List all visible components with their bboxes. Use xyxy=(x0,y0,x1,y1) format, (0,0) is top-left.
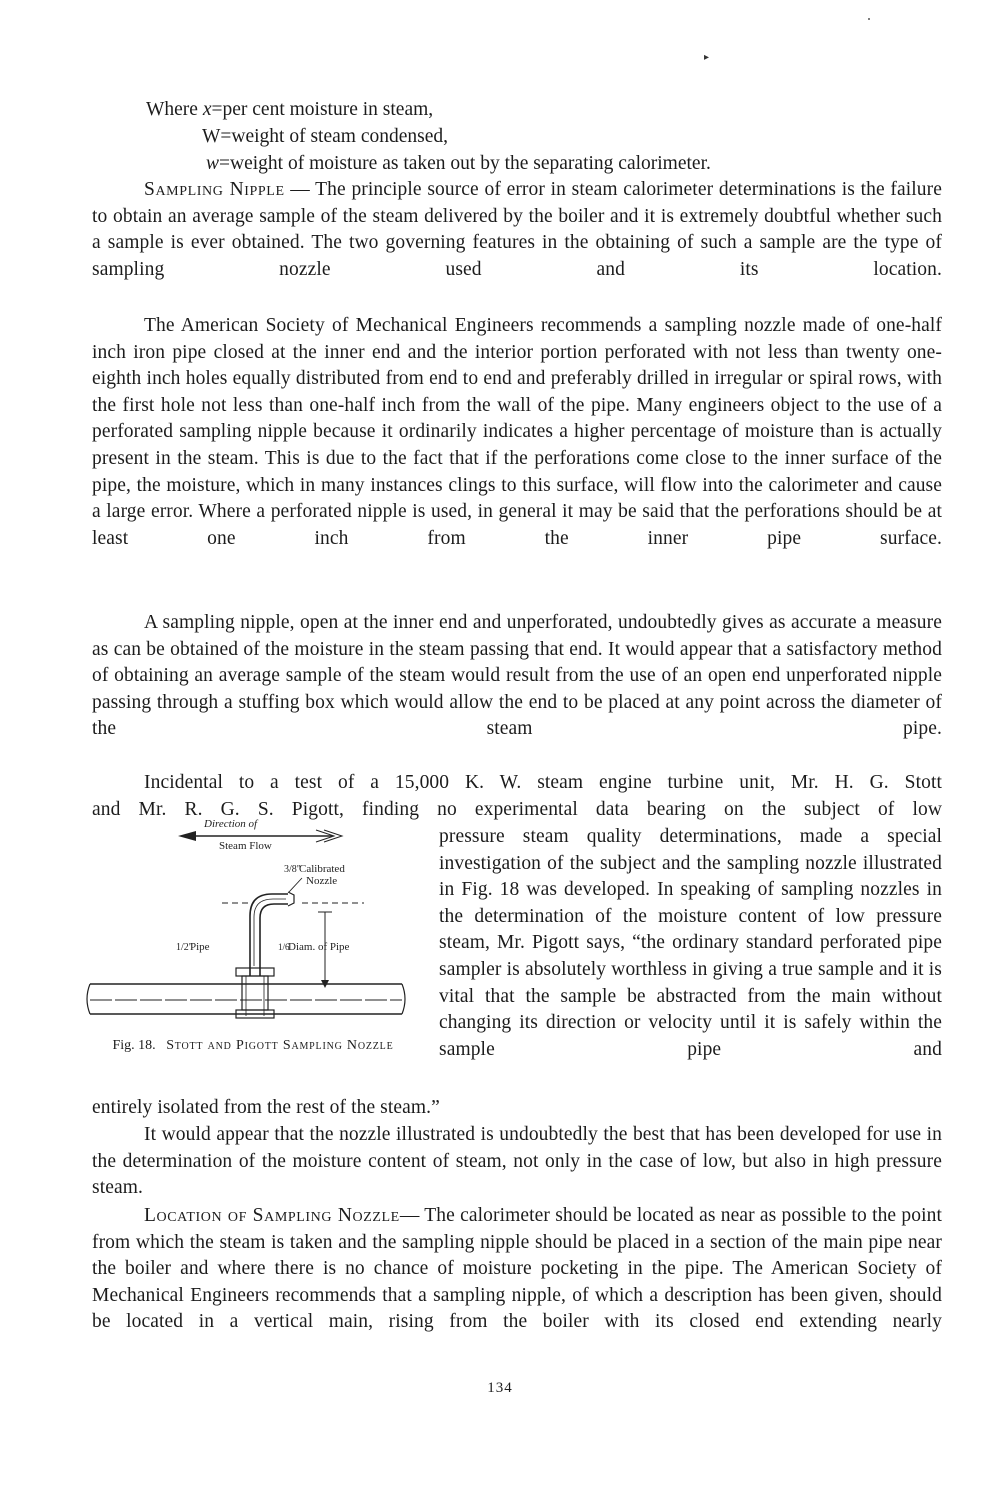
flow-arrow-head xyxy=(178,831,196,841)
figure-caption xyxy=(88,1037,418,1054)
label-pipe-size: 1/2" xyxy=(176,942,193,953)
paragraph-sampling-nipple xyxy=(92,177,942,310)
label-calibrated: Calibrated xyxy=(299,863,345,875)
paragraph-best-nozzle: It would appear that the nozzle illustrated is undoubtedly the best that has been developed for use in the determination of the moisture content of steam, not only in the case of low, but also in high pressure steam. xyxy=(92,1124,942,1199)
definition-prefix: Where xyxy=(146,99,203,120)
label-steam-flow: Steam Flow xyxy=(219,840,272,852)
definition-W xyxy=(202,124,448,150)
speck-mark xyxy=(868,18,870,20)
paragraph-stott-line1: Incidental to a test of a 15,000 K. W. steam engine turbine unit, Mr. H. G. Stott xyxy=(144,772,942,793)
label-diam-fraction: 1/6 xyxy=(278,942,290,952)
figure-title: Stott and Pigott Sampling Nozzle xyxy=(166,1038,394,1053)
definition-x xyxy=(146,97,433,123)
flange-top xyxy=(236,968,274,976)
label-nozzle-size: 3/8" xyxy=(284,864,301,875)
paragraph-open-nipple: A sampling nipple, open at the inner end and unperforated, undoubtedly gives as accurate a measure as can be obtained of the moisture in the steam passing that end. It would appear that a satisfactory method of obtaining an average sample of the steam would result from the use of an open end unperforated nipple passing through a stuffing box which would allow the end to be placed at any point across the diameter of the steam pipe. xyxy=(92,612,942,740)
paragraph-stott-tail: entirely isolated from the rest of the steam.” xyxy=(92,1097,440,1118)
nozzle-diagram xyxy=(84,816,414,1036)
paragraph-stott-wrap: pressure steam quality determinations, made a special investigation of the subject and the sampling nozzle illustrated in Fig. 18 was developed. In speaking of sampling nozzles in the determination of the moisture content of low pressure steam, Mr. Pigott says, “the ordinary standard perforated pipe sampler is absolutely worthless in giving a true sample and it is vital that the sample be abstracted from the main without changing its direction or velocity until it is safely within the sample pipe and xyxy=(439,826,942,1060)
variable-W: W xyxy=(202,126,221,147)
definition-w xyxy=(206,151,711,177)
variable-w: w xyxy=(206,153,220,174)
paragraph-location xyxy=(92,1203,942,1363)
section-head-sampling-nipple: Sampling Nipple xyxy=(144,179,285,200)
main-pipe-break-right xyxy=(402,984,405,1014)
variable-x: x xyxy=(202,99,212,120)
definition-x-text: =per cent moisture in steam, xyxy=(211,99,434,120)
paragraph-stott-line2: and Mr. R. G. S. Pigott, finding no experimental data bearing on the subject of low xyxy=(92,799,942,820)
nozzle-outer-wall xyxy=(250,894,288,976)
figure-number: Fig. 18. xyxy=(112,1038,156,1053)
definition-w-text: =weight of moisture as taken out by the separating calorimeter. xyxy=(219,153,711,174)
location-text: — The calorimeter should be located as near as possible to the point from which the steam is taken and the sampling nipple should be placed in a section of the main pipe near the boiler and where there is no chance of moisture pocketing in the pipe. The American Society of Mechanical Engineers recommends that a sampling nipple, of which a description has been given, should be located in a vertical main, rising from the boiler with its closed end extending nearly xyxy=(92,1205,942,1333)
margin-mark: ▸ xyxy=(704,52,710,63)
nozzle-bore xyxy=(254,899,286,966)
nozzle-leader xyxy=(289,878,302,892)
nozzle-inner-wall xyxy=(260,904,288,976)
label-diam: Diam. of Pipe xyxy=(288,941,350,953)
definition-W-text: =weight of steam condensed, xyxy=(220,126,449,147)
section-head-location: Location of Sampling Nozzle xyxy=(144,1205,400,1226)
paragraph-asme: The American Society of Mechanical Engineers recommends a sampling nozzle made of one-half inch iron pipe closed at the inner end and the interior portion perforated with not less than twenty one-eighth inch holes equally distributed from end to end and preferably drilled in irregular or spiral rows, with the first hole not less than one-half inch from the wall of the pipe. Many engineers object to the use of a perforated sampling nipple because it ordinarily indicates a higher percentage of moisture than is actually present in the steam. This is due to the fact that if the perforations come close to the inner surface of the pipe, the moisture, which in many instances clings to this surface, will flow into the calorimeter and cause a large error. Where a perforated nipple is used, in general it may be said that the perforations should be at least one inch from the inner pipe surface. xyxy=(92,315,942,549)
sampling-nipple-text: — The principle source of error in steam calorimeter determinations is the failure to obtain an average sample of the steam delivered by the boiler and it is extremely doubtful whether such a sample is ever obtained. The two governing features in the obtaining of such a sample are the type of sampling nozzle used and its location. xyxy=(92,179,942,280)
label-nozzle: Nozzle xyxy=(306,875,338,887)
page-number: 134 xyxy=(487,1380,513,1396)
label-pipe: Pipe xyxy=(190,941,210,953)
label-direction: Direction of xyxy=(204,818,258,830)
nozzle-tip xyxy=(288,892,294,906)
main-pipe-break-left xyxy=(87,984,90,1014)
